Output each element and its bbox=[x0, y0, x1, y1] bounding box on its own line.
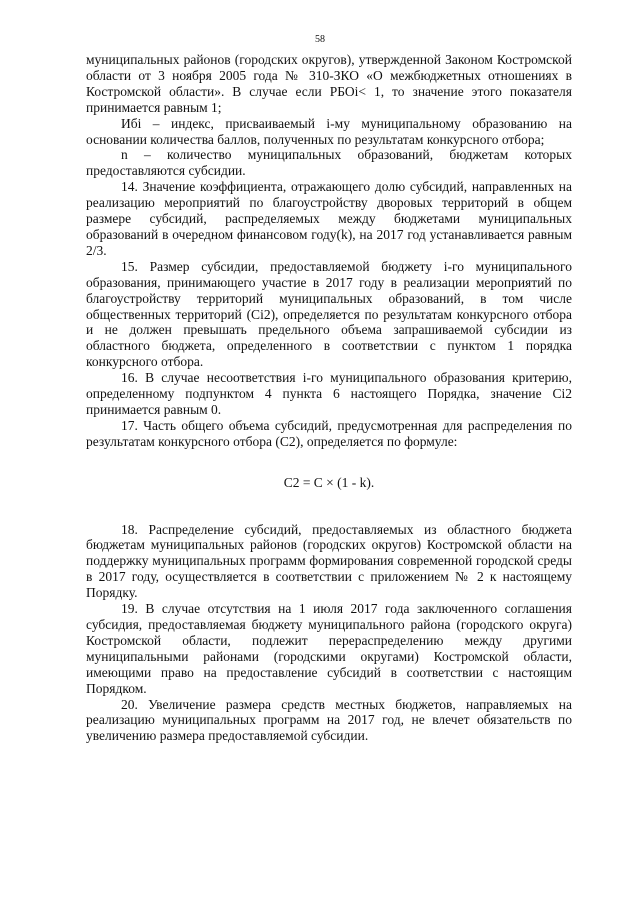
paragraph: муниципальных районов (городских округов), утвержденной Законом Костромской области от 3 ноября 2005 года № 310-ЗКО «О межбюджетных отношениях в Костромской области». В случае если РБОі< 1, то значение этого показателя принимается равным 1; bbox=[86, 52, 572, 115]
paragraph: 19. В случае отсутствия на 1 июля 2017 года заключенного соглашения субсидия, предоставляемая бюджету муниципального района (городского округа) Костромской области, подлежит перераспределению между другими муниципальными районами (городскими округами) Костромской области, имеющими право на предоставление субсидий в соответствии с настоящим Порядком. bbox=[86, 601, 572, 696]
document-body bbox=[86, 52, 572, 744]
paragraph: 14. Значение коэффициента, отражающего долю субсидий, направленных на реализацию мероприятий по благоустройству дворовых территорий в общем размере субсидий, распределяемых между бюджетами муниципальных образований в очередном финансовом году(k), на 2017 год устанавливается равным 2/3. bbox=[86, 179, 572, 258]
paragraph: 20. Увеличение размера средств местных бюджетов, направляемых на реализацию муниципальных программ на 2017 год, не влечет обязательств по увеличению размера предоставляемой субсидии. bbox=[86, 696, 572, 744]
paragraph: 18. Распределение субсидий, предоставляемых из областного бюджета бюджетам муниципальных районов (городских округов) Костромской области на поддержку муниципальных программ формирования современной городской среды в 2017 году, осуществляется в соответствии с приложением № 2 к настоящему Порядку. bbox=[86, 521, 572, 601]
formula: С2 = С × (1 - k). bbox=[283, 474, 375, 490]
paragraph: 16. В случае несоответствия і-го муниципального образования критерию, определенному подпунктом 4 пункта 6 настоящего Порядка, значение Сі2 принимается равным 0. bbox=[86, 370, 572, 417]
paragraph: n – количество муниципальных образований, бюджетам которых предоставляются субсидии. bbox=[86, 147, 572, 179]
page-number: 58 bbox=[315, 34, 325, 45]
paragraph: Ибі – индекс, присваиваемый і-му муниципальному образованию на основании количества баллов, полученных по результатам конкурсного отбора; bbox=[86, 115, 572, 147]
paragraph: 17. Часть общего объема субсидий, предусмотренная для распределения по результатам конкурсного отбора (С2), определяется по формуле: bbox=[86, 417, 572, 449]
paragraph: 15. Размер субсидии, предоставляемой бюджету і-го муниципального образования, принимающего участие в 2017 году в реализации мероприятий по благоустройству территорий муниципальных образований, в том числе общественных территорий (Сі2), определяется по результатам конкурсного отбора и не должен превышать предельного объема запрашиваемой субсидии из областного бюджета, определенного в соответствии с пунктом 1 порядка конкурсного отбора. bbox=[86, 258, 572, 370]
